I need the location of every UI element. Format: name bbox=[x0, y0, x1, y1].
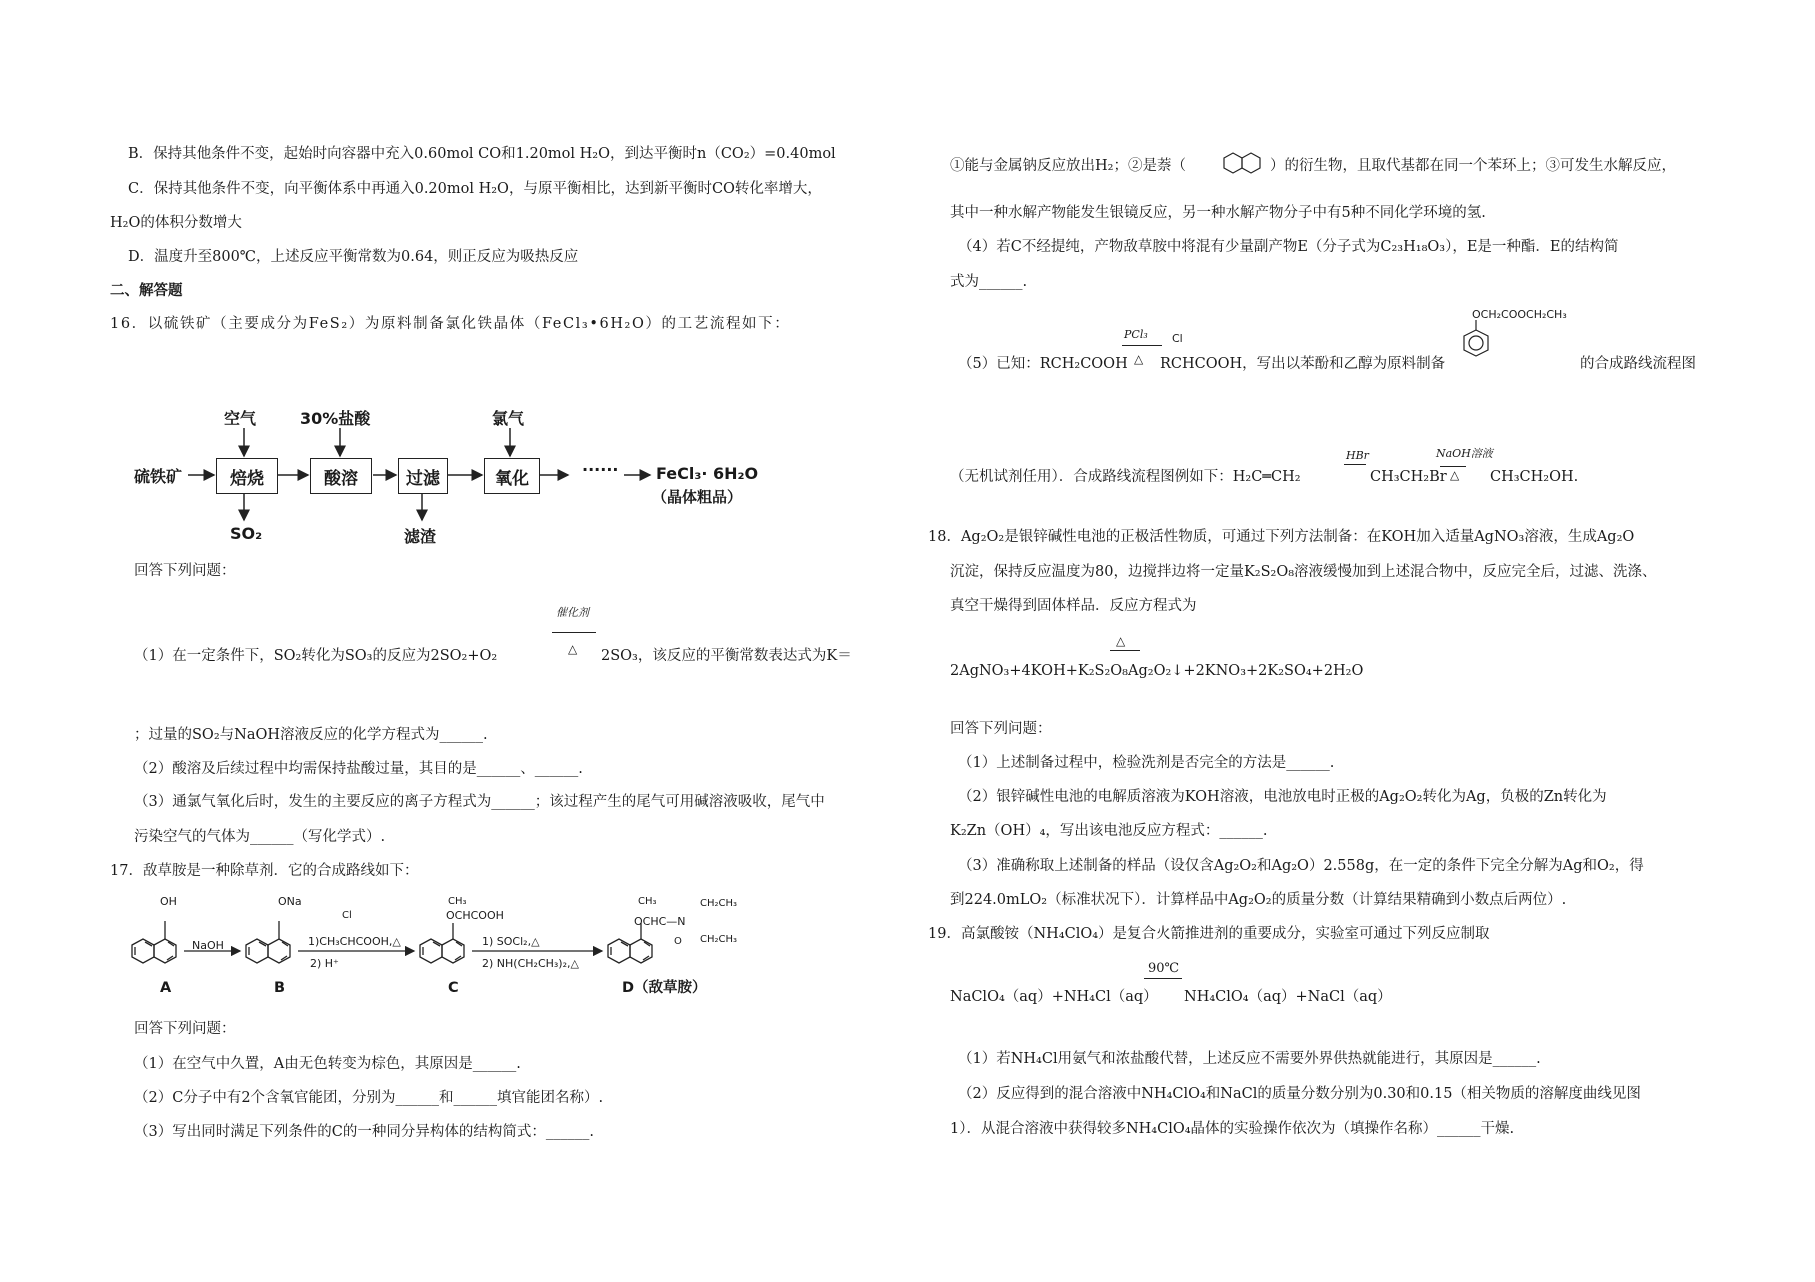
q18-line3: 真空干燥得到固体样品．反应方程式为 bbox=[950, 598, 1197, 614]
q16-part3b: 污染空气的气体为______（写化学式）. bbox=[134, 829, 386, 845]
scheme-d-core: OCHC—N bbox=[634, 915, 686, 928]
q15-option-c-line1: C．保持其他条件不变，向平衡体系中再通入0.20mol H₂O，与原平衡相比，达到新平衡时CO转化率增大， bbox=[128, 181, 822, 197]
scheme-d-ethyl2: CH₂CH₃ bbox=[700, 934, 738, 945]
flow-output-residue: 滤渣 bbox=[404, 527, 437, 546]
q18-equation-left: 2AgNO₃+4KOH+K₂S₂O₈ bbox=[950, 663, 1128, 679]
scheme-label-a: A bbox=[160, 980, 172, 996]
q19-temp: 90℃ bbox=[1148, 961, 1180, 976]
q18-equation-right: Ag₂O₂↓+2KNO₃+2K₂SO₄+2H₂O bbox=[1128, 663, 1364, 679]
flow-dots: ······ bbox=[582, 460, 619, 479]
q18-line1: 18．Ag₂O₂是银锌碱性电池的正极活性物质，可通过下列方法制备：在KOH加入适量AgNO₃溶液，生成Ag₂O bbox=[928, 529, 1635, 545]
flow-box-oxidize: 氧化 bbox=[484, 458, 540, 494]
q16-part2: （2）酸溶及后续过程中均需保持盐酸过量，其目的是______、______. bbox=[134, 761, 583, 777]
p6-hbr: HBr bbox=[1346, 449, 1369, 462]
q17-part3: （3）写出同时满足下列条件的C的一种同分异构体的结构简式：______. bbox=[134, 1124, 594, 1140]
scheme-c-group: OCHCOOH bbox=[446, 909, 504, 922]
q19-part2a: （2）反应得到的混合溶液中NH₄ClO₄和NaCl的质量分数分别为0.30和0.15（相关物质的溶解度曲线见图 bbox=[958, 1086, 1641, 1102]
q17-part4b: 式为______. bbox=[950, 274, 1028, 290]
scheme-c-ch3: CH₃ bbox=[448, 896, 467, 907]
q17-stem: 17．敌草胺是一种除草剂．它的合成路线如下： bbox=[110, 863, 419, 879]
q15-option-b: B．保持其他条件不变，起始时向容器中充入0.60mol CO和1.20mol H₂O，到达平衡时n（CO₂）=0.40mol bbox=[128, 146, 836, 162]
scheme-label-c: C bbox=[448, 980, 459, 996]
q16-prompt: 回答下列问题： bbox=[134, 563, 236, 579]
p6-arrow1 bbox=[1344, 464, 1366, 465]
flow-box-filter: 过滤 bbox=[398, 458, 448, 494]
p5-arrow bbox=[1122, 345, 1162, 346]
p5-cl: Cl bbox=[1172, 332, 1183, 345]
flow-input-hcl: 30%盐酸 bbox=[300, 409, 371, 428]
q16-part1a: （1）在一定条件下，SO₂转化为SO₃的反应为2SO₂+O₂ bbox=[134, 648, 498, 664]
q16-catalyst: 催化剂 bbox=[556, 606, 589, 619]
q17-part4a: （4）若C不经提纯，产物敌草胺中将混有少量副产物E（分子式为C₂₃H₁₈O₃），E是一种酯．E的结构简 bbox=[958, 239, 1619, 255]
q18-delta: △ bbox=[1116, 634, 1126, 648]
q17-cond1b: ）的衍生物，且取代基都在同一个苯环上；③可发生水解反应， bbox=[1270, 158, 1676, 174]
q18-arrow bbox=[1110, 650, 1140, 651]
q18-part2a: （2）银锌碱性电池的电解质溶液为KOH溶液，电池放电时正极的Ag₂O₂转化为Ag，负极的Zn转化为 bbox=[958, 789, 1607, 805]
q16-delta: △ bbox=[568, 642, 578, 656]
p5-pcl3: PCl₃ bbox=[1124, 328, 1148, 341]
q18-part3b: 到224.0mLO₂（标准状况下）．计算样品中Ag₂O₂的质量分数（计算结果精确到小数点后两位）. bbox=[950, 892, 1567, 908]
q18-part2b: K₂Zn（OH）₄，写出该电池反应方程式：______. bbox=[950, 823, 1268, 839]
scheme-a-oh: OH bbox=[160, 895, 177, 908]
q15-option-c-line2: H₂O的体积分数增大 bbox=[110, 215, 242, 231]
q16-part1c: ；过量的SO₂与NaOH溶液反应的化学方程式为______. bbox=[134, 727, 488, 743]
flow-product-note: （晶体粗品） bbox=[652, 488, 743, 506]
flow-input-cl2: 氯气 bbox=[492, 409, 525, 428]
flow-box-roast: 焙烧 bbox=[216, 458, 278, 494]
scheme-step2b: 2) NH(CH₂CH₃)₂,△ bbox=[482, 957, 579, 970]
q17-part2: （2）C分子中有2个含氧官能团，分别为______和______填官能团名称）. bbox=[134, 1090, 604, 1106]
scheme-step2a: 1) SOCl₂,△ bbox=[482, 935, 540, 948]
p6-naoh: NaOH溶液 bbox=[1436, 447, 1493, 460]
flow-start: 硫铁矿 bbox=[134, 467, 183, 486]
q17-part1: （1）在空气中久置，A由无色转变为棕色，其原因是______. bbox=[134, 1056, 521, 1072]
p5-side-chain: OCH₂COOCH₂CH₃ bbox=[1472, 308, 1567, 321]
scheme-label-b: B bbox=[274, 980, 286, 996]
q16-flowchart bbox=[120, 400, 780, 550]
q15-option-d: D．温度升至800℃，上述反应平衡常数为0.64，则正反应为吸热反应 bbox=[128, 249, 579, 265]
q17-part5c: 的合成路线流程图 bbox=[1580, 356, 1696, 372]
q17-cond1a: ①能与金属钠反应放出H₂；②是萘（ bbox=[950, 158, 1186, 174]
flow-product: FeCl₃· 6H₂O bbox=[656, 464, 759, 483]
flow-output-so2: SO₂ bbox=[230, 524, 263, 543]
q17-synthesis-scheme bbox=[130, 893, 760, 1003]
q19-part1: （1）若NH₄Cl用氨气和浓盐酸代替，上述反应不需要外界供热就能进行，其原因是______. bbox=[958, 1051, 1541, 1067]
q19-arrow bbox=[1144, 978, 1182, 979]
scheme-d-ethyl1: CH₂CH₃ bbox=[700, 898, 738, 909]
scheme-b-ona: ONa bbox=[278, 895, 302, 908]
scheme-d-o: O bbox=[674, 936, 682, 947]
q16-part1b: 2SO₃，该反应的平衡常数表达式为K＝ bbox=[601, 648, 852, 664]
q18-line2: 沉淀，保持反应温度为80，边搅拌边将一定量K₂S₂O₈溶液缓慢加到上述混合物中，反应完全后，过滤、洗涤、 bbox=[950, 564, 1657, 580]
q18-part3a: （3）准确称取上述制备的样品（设仅含Ag₂O₂和Ag₂O）2.558g，在一定的条件下完全分解为Ag和O₂，得 bbox=[958, 858, 1644, 874]
flow-box-acid: 酸溶 bbox=[310, 458, 372, 494]
scheme-step1a: 1)CH₃CHCOOH,△ bbox=[308, 935, 401, 948]
q19-equation-left: NaClO₄（aq）+NH₄Cl（aq） bbox=[950, 989, 1158, 1005]
p6-end: CH₃CH₂OH. bbox=[1490, 469, 1579, 485]
q18-part1: （1）上述制备过程中，检验洗剂是否完全的方法是______. bbox=[958, 755, 1335, 771]
q16-reaction-arrow bbox=[552, 632, 596, 633]
q19-stem: 19．高氯酸铵（NH₄ClO₄）是复合火箭推进剂的重要成分，实验室可通过下列反应制取 bbox=[928, 926, 1490, 942]
section-title: 二、解答题 bbox=[110, 282, 183, 299]
q16-part3a: （3）通氯气氧化后时，发生的主要反应的离子方程式为______；该过程产生的尾气可用碱溶液吸收，尾气中 bbox=[134, 794, 825, 810]
q19-part2b: 1）．从混合溶液中获得较多NH₄ClO₄晶体的实验操作依次为（填操作名称）______干燥. bbox=[950, 1121, 1515, 1137]
q17-part6: （无机试剂任用）．合成路线流程图例如下：H₂C═CH₂ bbox=[950, 469, 1301, 485]
q17-prompt: 回答下列问题： bbox=[134, 1021, 236, 1037]
scheme-step1b: 2) H⁺ bbox=[310, 957, 339, 970]
scheme-naoh: NaOH bbox=[192, 939, 224, 952]
naphthalene-icon bbox=[1222, 150, 1266, 176]
q16-stem: 16．以硫铁矿（主要成分为FeS₂）为原料制备氯化铁晶体（FeCl₃•6H₂O）的工艺流程如下： bbox=[110, 316, 791, 332]
q17-part5b: RCHCOOH，写出以苯酚和乙醇为原料制备 bbox=[1160, 356, 1446, 372]
scheme-d-ch3: CH₃ bbox=[638, 896, 657, 907]
p5-delta: △ bbox=[1134, 352, 1144, 366]
q19-equation-right: NH₄ClO₄（aq）+NaCl（aq） bbox=[1184, 989, 1392, 1005]
scheme-label-d: D（敌草胺） bbox=[622, 980, 707, 996]
q18-prompt: 回答下列问题： bbox=[950, 721, 1052, 737]
p6-mid: CH₃CH₂Br bbox=[1370, 469, 1447, 485]
p6-delta: △ bbox=[1450, 468, 1460, 482]
q17-cond2: 其中一种水解产物能发生银镜反应，另一种水解产物分子中有5种不同化学环境的氢. bbox=[950, 205, 1486, 221]
phenyl-ring-icon bbox=[1456, 318, 1496, 368]
q17-part5a: （5）已知：RCH₂COOH bbox=[958, 356, 1128, 372]
scheme-cl: Cl bbox=[342, 910, 352, 921]
flow-input-air: 空气 bbox=[224, 409, 257, 428]
